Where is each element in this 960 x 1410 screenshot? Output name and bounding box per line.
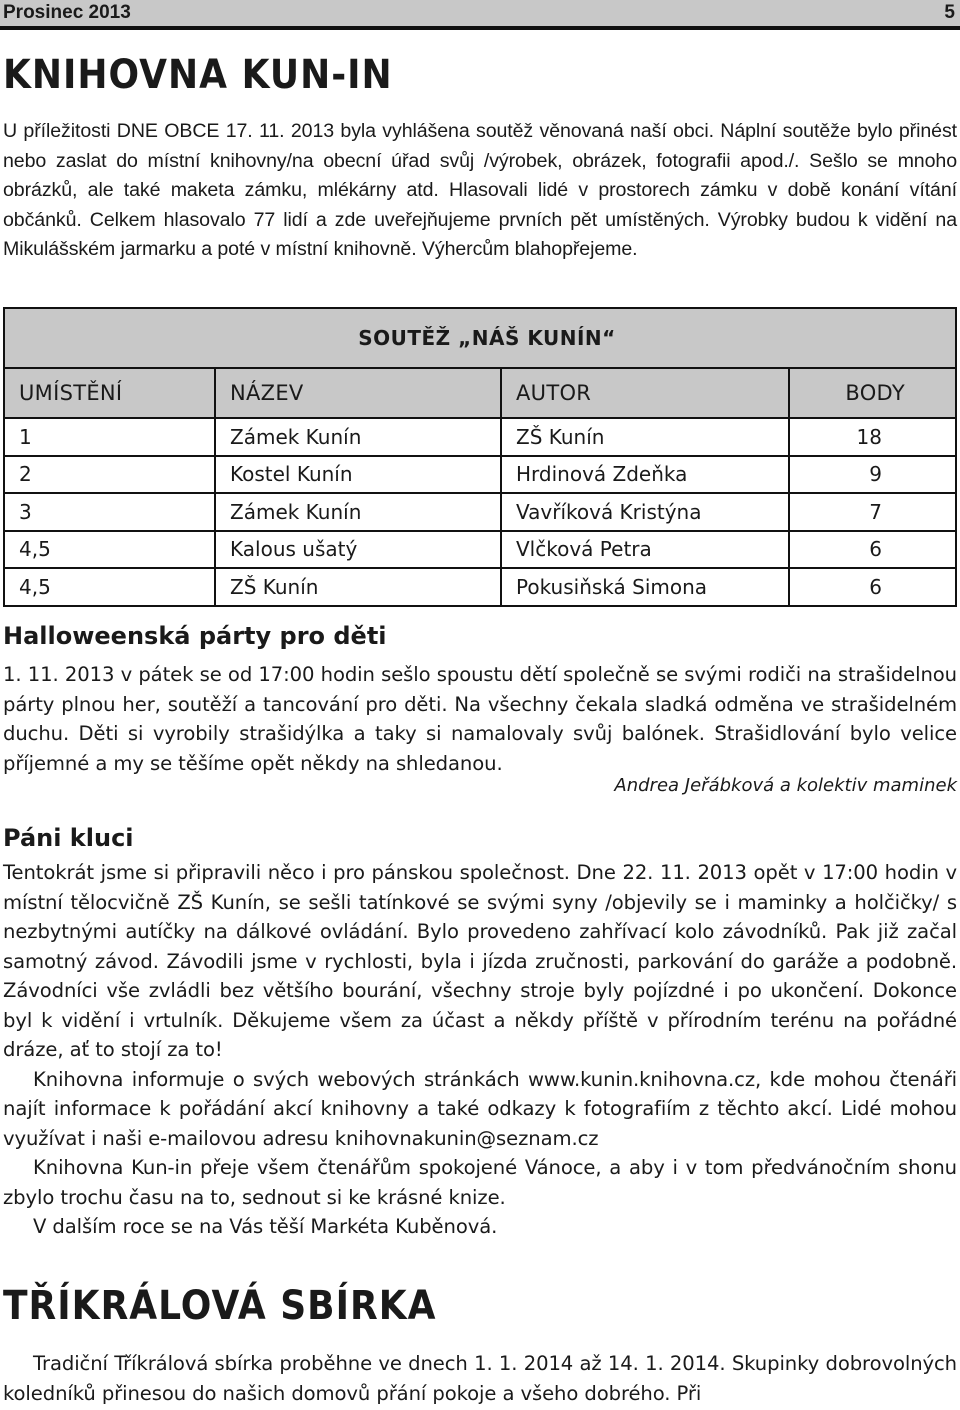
cell-name: Zámek Kunín (215, 418, 501, 456)
cell-points: 6 (789, 568, 956, 606)
col-header-rank: UMÍSTĚNÍ (4, 368, 215, 418)
library-title: KNIHOVNA KUN-IN (3, 52, 393, 98)
col-header-author: AUTOR (501, 368, 789, 418)
boys-body (3, 858, 957, 1242)
cell-author: Vlčková Petra (501, 531, 789, 569)
cell-name: Zámek Kunín (215, 493, 501, 531)
boys-text: Tentokrát jsme si připravili něco i pro pánskou společnost. Dne 22. 11. 2013 opět v 17:00 hodin v místní tělocvičně ZŠ Kunín, se sešli tatínkové se svými syny /objevily se i maminky a holčičky/ s nezbytnými autíčky na dálkové ovládání. Bylo provedeno zahřívací kolo závodníků. Pak již začal samotný závod. Závodili jsme v rychlosti, byla i jízda zručnosti, parkování do garáže a podobně. Závodníci vše zvládli bez většího bourání, všechny stroje byly pojízdné i po ukončení. Dokonce byl k vidění i vrtulník. Děkujeme všem za účast a někdy příště v přírodním terénu na pořádné dráze, ať to stojí za to! (3, 861, 957, 1061)
cell-author: ZŠ Kunín (501, 418, 789, 456)
contest-table (3, 307, 957, 607)
table-row (4, 418, 956, 456)
cell-name: Kostel Kunín (215, 456, 501, 494)
christmas-wish: Knihovna Kun-in přeje všem čtenářům spokojené Vánoce, a aby i v tom předvánočním shonu zbylo trochu času na to, sednout si ke krásné knize. (3, 1156, 957, 1209)
cell-points: 9 (789, 456, 956, 494)
cell-rank: 1 (4, 418, 215, 456)
cell-rank: 4,5 (4, 568, 215, 606)
cell-author: Vavříková Kristýna (501, 493, 789, 531)
contest-table-title: SOUTĚŽ „NÁŠ KUNÍN“ (4, 308, 956, 368)
web-info: Knihovna informuje o svých webových stránkách www.kunin.knihovna.cz, kde mohou čtenáři najít informace k pořádání akcí knihovny a také odkazy k fotografiím z těchto akcí. Lidé mohou využívat i naši e-mailovou adresu knihovnakunin@seznam.cz (3, 1067, 957, 1150)
collection-text-content: Tradiční Tříkrálová sbírka proběhne ve dnech 1. 1. 2014 až 14. 1. 2014. Skupinky dobrovolných koledníků přinesou do našich domovů přání pokoje a všeho dobrého. Při (3, 1352, 957, 1405)
cell-points: 6 (789, 531, 956, 569)
header-rule (0, 26, 960, 30)
cell-points: 7 (789, 493, 956, 531)
closing-line: V dalším roce se na Vás těší Markéta Kuběnová. (33, 1215, 498, 1238)
cell-rank: 2 (4, 456, 215, 494)
halloween-text: 1. 11. 2013 v pátek se od 17:00 hodin sešlo spoustu dětí společně se svými rodiči na strašidelnou párty plnou her, soutěží a tancování pro děti. Na všechny čekala sladká odměna ve strašidelném duchu. Děti si vyrobily strašidýlka a taky si namalovaly svůj balónek. Strašidlování bylo velice příjemné a my se těšíme opět někdy na shledanou. (3, 663, 957, 775)
page-header (0, 0, 960, 26)
collection-text (3, 1349, 957, 1408)
cell-author: Pokusiňská Simona (501, 568, 789, 606)
halloween-signature: Andrea Jeřábková a kolektiv maminek (614, 775, 957, 796)
page-number: 5 (944, 2, 955, 23)
cell-points: 18 (789, 418, 956, 456)
boys-title: Páni kluci (3, 824, 134, 852)
collection-title: TŘÍKRÁLOVÁ SBÍRKA (3, 1283, 437, 1329)
cell-name: ZŠ Kunín (215, 568, 501, 606)
col-header-points: BODY (789, 368, 956, 418)
halloween-title: Halloweenská párty pro děti (3, 622, 387, 650)
issue-month: Prosinec 2013 (3, 2, 131, 23)
library-intro: U příležitosti DNE OBCE 17. 11. 2013 byla vyhlášena soutěž věnovaná naší obci. Náplní soutěže bylo přinést nebo zaslat do místní knihovny/na obecní úřad svůj /výrobek, obrázek, fotografii apod./. Sešlo se mnoho obrázků, ale také maketa zámku, mlékárny atd. Hlasovali lidé v prostorech zámku v době konání vítání občánků. Celkem hlasovalo 77 lidí a zde uveřejňujeme prvních pět umístěných. Výrobky budou k vidění na Mikulášském jarmarku a poté v místní knihovně. Výhercům blahopřejeme. (3, 120, 957, 260)
cell-rank: 4,5 (4, 531, 215, 569)
cell-name: Kalous ušatý (215, 531, 501, 569)
table-row (4, 531, 956, 569)
table-row (4, 456, 956, 494)
col-header-name: NÁZEV (215, 368, 501, 418)
table-row (4, 568, 956, 606)
cell-rank: 3 (4, 493, 215, 531)
cell-author: Hrdinová Zdeňka (501, 456, 789, 494)
table-row (4, 493, 956, 531)
